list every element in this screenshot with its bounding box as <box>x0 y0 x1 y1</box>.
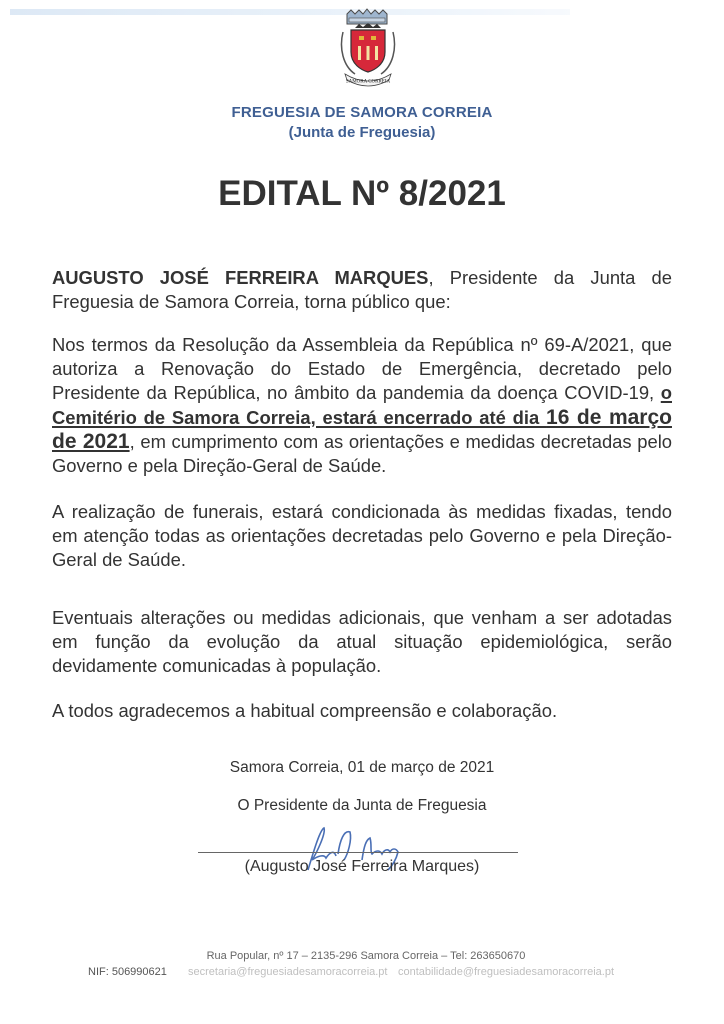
closure-date: 16 de março de 2021 <box>52 405 672 453</box>
changes-paragraph: Eventuais alterações ou medidas adicionais, que venham a ser adotadas em função da evolução da atual situação epidemiológica, serão devidamente comunicadas à população. <box>52 607 672 677</box>
thanks-paragraph: A todos agradecemos a habitual compreensão e colaboração. <box>52 700 558 721</box>
signature-line <box>198 852 518 853</box>
coat-of-arms-icon <box>337 8 399 88</box>
closure-compliance: , em cumprimento com as orientações e medidas decretadas pelo Governo e pela Direção-Geral de Saúde. <box>52 430 673 477</box>
footer-email-contabilidade[interactable]: contabilidade@freguesiadesamoracorreia.pt <box>398 966 615 978</box>
closure-context: Nos termos da Resolução da Assembleia da República nº 69-A/2021, que autoriza a Renovação do Estado de Emergência, decretado pelo Presidente da República, no âmbito da pandemia da doença COVID-19, <box>52 334 672 404</box>
svg-text:SAMORA CORREIA: SAMORA CORREIA <box>345 79 391 85</box>
intro-text: , Presidente da Junta de Freguesia de Samora Correia, torna público que: <box>52 267 672 313</box>
funerals-paragraph: A realização de funerais, estará condicionada às medidas fixadas, tendo em atenção todas as orientações decretadas pelo Governo e pela Direção-Geral de Saúde. <box>52 501 672 571</box>
organization-subtitle: (Junta de Freguesia) <box>288 124 436 141</box>
footer-address: Rua Popular, nº 17 – 2135-296 Samora Correia – Tel: 263650670 <box>206 950 526 962</box>
signatory-name: (Augusto José Ferreira Marques) <box>244 858 480 875</box>
signatory-role: O Presidente da Junta de Freguesia <box>237 797 487 814</box>
scan-artifact-bar <box>10 9 570 15</box>
place-date: Samora Correia, 01 de março de 2021 <box>229 759 495 776</box>
document-title: EDITAL Nº 8/2021 <box>218 174 506 213</box>
intro-paragraph <box>52 266 672 314</box>
closure-notice: o Cemitério de Samora Correia, estará encerrado até dia <box>52 382 672 428</box>
closure-paragraph <box>52 333 672 478</box>
footer-nif: NIF: 506990621 <box>88 966 167 978</box>
organization-name: FREGUESIA DE SAMORA CORREIA <box>231 104 493 121</box>
president-name: AUGUSTO JOSÉ FERREIRA MARQUES <box>52 267 429 288</box>
footer-email-secretaria[interactable]: secretaria@freguesiadesamoracorreia.pt <box>188 966 388 978</box>
